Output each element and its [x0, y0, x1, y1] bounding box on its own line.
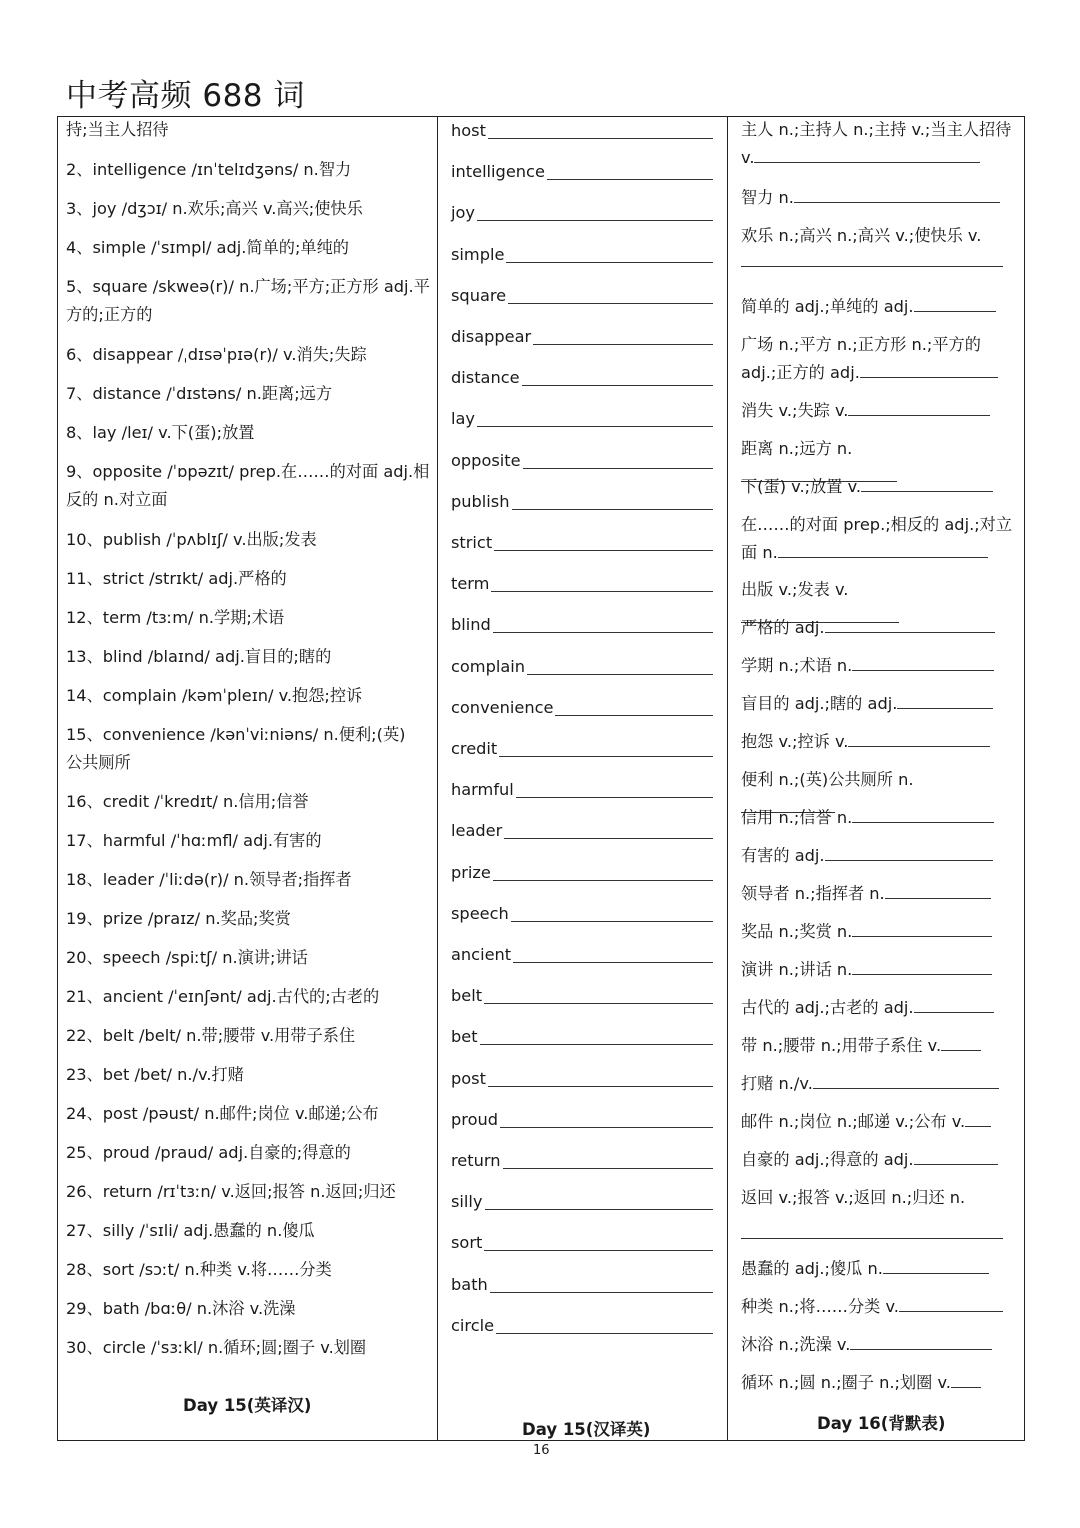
fill-in-row — [451, 734, 713, 762]
prompt-word: return — [451, 1151, 501, 1170]
answer-line[interactable] — [778, 539, 988, 558]
fill-in-row — [451, 281, 713, 309]
column-review-sheet — [727, 116, 1025, 1441]
prompt-word: proud — [451, 1109, 499, 1129]
review-prompt: 简单的 adj.;单纯的 adj. — [741, 297, 914, 316]
answer-line[interactable] — [451, 1086, 713, 1087]
answer-line[interactable] — [861, 473, 993, 492]
vocab-entry: 11、strict /strɪkt/ adj.严格的 — [66, 569, 287, 588]
review-prompt: 消失 v.;失踪 v. — [741, 401, 849, 420]
vocab-entry: 25、proud /praud/ adj.自豪的;得意的 — [66, 1143, 351, 1162]
review-item — [741, 1255, 1003, 1283]
fill-in-row — [451, 1270, 713, 1298]
vocab-entry: 4、simple /ˈsɪmpl/ adj.简单的;单纯的 — [66, 238, 349, 257]
review-prompt: 有害的 adj. — [741, 846, 825, 865]
answer-line[interactable] — [451, 220, 713, 221]
vocab-entry: 27、silly /ˈsɪli/ adj.愚蠢的 n.傻瓜 — [66, 1221, 315, 1240]
vocab-entry: 13、blind /blaɪnd/ adj.盲目的;瞎的 — [66, 647, 332, 666]
vocab-entry: 持;当主人招待 — [66, 120, 169, 139]
vocab-entry: 10、publish /ˈpʌblɪʃ/ v.出版;发表 — [66, 530, 317, 549]
page-title: 中考高频 688 词 — [66, 78, 305, 114]
review-item — [741, 652, 1003, 680]
fill-in-row — [451, 116, 713, 144]
fill-in-row — [451, 240, 713, 268]
review-item — [741, 918, 1003, 946]
review-prompt: 愚蠢的 adj.;傻瓜 n. — [741, 1259, 883, 1278]
vocab-entry: 30、circle /ˈsɜːkl/ n.循环;圆;圈子 v.划圈 — [66, 1338, 367, 1357]
review-prompt: 沐浴 n.;洗澡 v. — [741, 1335, 851, 1354]
fill-in-row — [451, 569, 713, 597]
review-item — [741, 1108, 1003, 1136]
vocab-entry: 5、square /skweə(r)/ n.广场;平方;正方形 adj.平方的;正方的 — [66, 277, 430, 324]
fill-in-row — [451, 322, 713, 350]
vocab-entry: 22、belt /belt/ n.带;腰带 v.用带子系住 — [66, 1026, 356, 1045]
vocab-entry: 19、prize /praɪz/ n.奖品;奖赏 — [66, 909, 291, 928]
answer-line[interactable] — [965, 1108, 991, 1127]
review-item — [741, 690, 1003, 718]
review-item — [741, 473, 1003, 501]
vocab-entry: 23、bet /bet/ n./v.打赌 — [66, 1065, 244, 1084]
fill-in-row — [451, 693, 713, 721]
review-prompt: 学期 n.;术语 n. — [741, 656, 853, 675]
vocab-entry: 12、term /tɜːm/ n.学期;术语 — [66, 608, 285, 627]
review-item — [741, 184, 1003, 212]
review-prompt: 下(蛋) v.;放置 v. — [741, 477, 862, 496]
prompt-word: speech — [451, 903, 509, 923]
fill-in-row — [451, 858, 713, 886]
answer-line[interactable] — [794, 184, 1000, 203]
prompt-word: silly — [451, 1192, 483, 1212]
prompt-word: convenience — [451, 697, 554, 717]
answer-line[interactable] — [852, 956, 992, 975]
prompt-word: ancient — [451, 945, 512, 964]
answer-line[interactable] — [951, 1369, 981, 1388]
review-item — [741, 222, 1003, 250]
prompt-word: term — [451, 574, 490, 594]
fill-in-row — [451, 1105, 713, 1133]
review-item — [741, 511, 1013, 567]
fill-in-row — [451, 899, 713, 927]
answer-line[interactable] — [848, 728, 990, 747]
fill-in-row — [451, 981, 713, 1009]
prompt-word: distance — [451, 368, 520, 388]
answer-line[interactable] — [451, 1044, 713, 1045]
prompt-word: host — [451, 121, 486, 140]
review-prompt: 种类 n.;将……分类 v. — [741, 1297, 899, 1316]
answer-line[interactable] — [754, 144, 980, 163]
prompt-word: intelligence — [451, 162, 545, 182]
fill-in-row — [451, 404, 713, 432]
review-prompt: 智力 n. — [741, 188, 794, 207]
review-prompt: 信用 n.;信誉 n. — [741, 808, 853, 827]
fill-in-row — [451, 1228, 713, 1256]
review-prompt: 主人 n.;主持人 n.;主持 v.;当主人招待 v. — [741, 120, 1012, 167]
prompt-word: leader — [451, 821, 503, 841]
vocab-entry: 18、leader /ˈliːdə(r)/ n.领导者;指挥者 — [66, 870, 352, 889]
answer-line[interactable] — [741, 1238, 1003, 1239]
answer-line[interactable] — [852, 918, 992, 937]
prompt-word: blind — [451, 615, 491, 635]
review-item — [741, 1184, 1003, 1212]
vocab-entry: 3、joy /dʒɔɪ/ n.欢乐;高兴 v.高兴;使快乐 — [66, 199, 363, 218]
review-prompt: 距离 n.;远方 n. — [741, 439, 853, 458]
answer-line[interactable] — [914, 1146, 998, 1165]
answer-line[interactable] — [451, 1250, 713, 1251]
review-item — [741, 1369, 1013, 1397]
vocab-entry: 8、lay /leɪ/ v.下(蛋);放置 — [66, 423, 255, 442]
fill-in-row — [451, 363, 713, 391]
vocab-entry: 9、opposite /ˈɒpəzɪt/ prep.在……的对面 adj.相反的 n.对立面 — [66, 462, 430, 509]
vocab-entry: 21、ancient /ˈeɪnʃənt/ adj.古代的;古老的 — [66, 987, 380, 1006]
prompt-word: simple — [451, 244, 505, 264]
review-item — [741, 116, 1013, 172]
vocab-entry: 24、post /pəust/ n.邮件;岗位 v.邮递;公布 — [66, 1104, 379, 1123]
vocab-entry: 6、disappear /ˌdɪsəˈpɪə(r)/ v.消失;失踪 — [66, 345, 367, 364]
vocab-entry: 20、speech /spiːtʃ/ n.演讲;讲话 — [66, 948, 308, 967]
day-label: Day 16(背默表) — [817, 1414, 946, 1433]
review-prompt: 自豪的 adj.;得意的 adj. — [741, 1150, 914, 1169]
fill-in-row — [451, 775, 713, 803]
review-prompt: 严格的 adj. — [741, 618, 825, 637]
fill-in-row — [451, 1311, 713, 1339]
prompt-word: joy — [451, 203, 475, 223]
fill-in-row — [451, 1022, 713, 1050]
review-prompt: 便利 n.;(英)公共厕所 n. — [741, 770, 914, 789]
vocab-entry: 7、distance /ˈdɪstəns/ n.距离;远方 — [66, 384, 333, 403]
prompt-word: sort — [451, 1233, 483, 1253]
review-prompt: 盲目的 adj.;瞎的 adj. — [741, 694, 898, 713]
review-item — [741, 880, 1003, 908]
vocab-entry: 28、sort /sɔːt/ n.种类 v.将……分类 — [66, 1260, 332, 1279]
review-item — [741, 1331, 1003, 1359]
fill-in-row — [451, 1146, 713, 1174]
review-item — [741, 397, 1003, 425]
answer-line[interactable] — [848, 397, 990, 416]
answer-line[interactable] — [941, 1032, 981, 1051]
prompt-word: bet — [451, 1027, 478, 1047]
prompt-word: circle — [451, 1315, 495, 1335]
vocab-entry: 29、bath /bɑːθ/ n.沐浴 v.洗澡 — [66, 1299, 296, 1318]
answer-line[interactable] — [860, 359, 998, 378]
column-english-to-chinese — [57, 116, 437, 1441]
prompt-word: harmful — [451, 780, 514, 800]
prompt-word: prize — [451, 862, 491, 882]
review-prompt: 循环 n.;圆 n.;圈子 n.;划圈 v. — [741, 1373, 951, 1392]
review-item — [741, 331, 1013, 387]
answer-line[interactable] — [451, 1003, 713, 1004]
fill-in-row — [451, 487, 713, 515]
prompt-word: belt — [451, 986, 483, 1006]
day-label: Day 15(英译汉) — [183, 1396, 312, 1415]
day-label: Day 15(汉译英) — [522, 1420, 651, 1439]
vocab-entry: 16、credit /ˈkredɪt/ n.信用;信誉 — [66, 792, 309, 811]
vocab-entry: 17、harmful /ˈhɑːmfl/ adj.有害的 — [66, 831, 322, 850]
vocab-entry: 2、intelligence /ɪnˈtelɪdʒəns/ n.智力 — [66, 160, 352, 179]
prompt-word: publish — [451, 491, 510, 511]
vocab-entry: 15、convenience /kənˈviːniəns/ n.便利;(英)公共厕所 — [66, 725, 406, 772]
prompt-word: bath — [451, 1274, 488, 1294]
review-prompt: 抱怨 v.;控诉 v. — [741, 732, 849, 751]
review-item — [741, 1293, 1003, 1321]
prompt-word: complain — [451, 656, 526, 676]
answer-line[interactable] — [825, 614, 995, 633]
review-item — [741, 1070, 1003, 1098]
review-prompt: 欢乐 n.;高兴 n.;高兴 v.;使快乐 v. — [741, 226, 982, 245]
review-item — [741, 728, 1003, 756]
answer-line[interactable] — [451, 138, 713, 139]
fill-in-row — [451, 528, 713, 556]
answer-line[interactable] — [852, 804, 994, 823]
fill-in-row — [451, 446, 713, 474]
fill-in-row — [451, 1064, 713, 1092]
review-item — [741, 293, 1013, 321]
review-prompt: 带 n.;腰带 n.;用带子系住 v. — [741, 1036, 942, 1055]
review-item — [741, 614, 1003, 642]
fill-in-row — [451, 1187, 713, 1215]
answer-line[interactable] — [852, 652, 994, 671]
answer-line[interactable] — [825, 842, 993, 861]
review-item — [741, 1146, 1003, 1174]
prompt-word: opposite — [451, 450, 521, 470]
review-prompt: 奖品 n.;奖赏 n. — [741, 922, 853, 941]
answer-line[interactable] — [883, 1255, 989, 1274]
fill-in-row — [451, 940, 713, 968]
fill-in-row — [451, 198, 713, 226]
prompt-word: strict — [451, 533, 493, 552]
answer-line[interactable] — [741, 266, 1003, 267]
answer-line[interactable] — [451, 1292, 713, 1293]
fill-in-row — [451, 157, 713, 185]
review-prompt: 在……的对面 prep.;相反的 adj.;对立面 n. — [741, 515, 1013, 562]
prompt-word: lay — [451, 409, 475, 429]
answer-line[interactable] — [899, 1293, 1003, 1312]
prompt-word: post — [451, 1068, 486, 1088]
vocab-entry: 26、return /rɪˈtɜːn/ v.返回;报答 n.返回;归还 — [66, 1182, 396, 1201]
review-item — [741, 994, 1003, 1022]
review-prompt: 打赌 n./v. — [741, 1074, 813, 1093]
review-item — [741, 956, 1003, 984]
review-item — [741, 804, 1003, 832]
answer-line[interactable] — [850, 1331, 992, 1350]
answer-line[interactable] — [914, 994, 994, 1013]
answer-line[interactable] — [897, 690, 993, 709]
page-number: 16 — [533, 1443, 550, 1458]
vocab-entry: 14、complain /kəmˈpleɪn/ v.抱怨;控诉 — [66, 686, 363, 705]
prompt-word: square — [451, 285, 507, 305]
fill-in-row — [451, 610, 713, 638]
review-prompt: 演讲 n.;讲话 n. — [741, 960, 853, 979]
prompt-word: disappear — [451, 327, 532, 346]
answer-line[interactable] — [451, 426, 713, 427]
answer-line[interactable] — [451, 1209, 713, 1210]
prompt-word: credit — [451, 739, 498, 758]
review-prompt: 古代的 adj.;古老的 adj. — [741, 998, 914, 1017]
review-item — [741, 1032, 1003, 1060]
review-prompt: 返回 v.;报答 v.;返回 n.;归还 n. — [741, 1188, 966, 1207]
column-chinese-to-english — [437, 116, 727, 1441]
review-prompt: 出版 v.;发表 v. — [741, 580, 849, 599]
answer-line[interactable] — [885, 880, 991, 899]
fill-in-row — [451, 816, 713, 844]
review-prompt: 广场 n.;平方 n.;正方形 n.;平方的 adj.;正方的 adj. — [741, 335, 981, 382]
answer-line[interactable] — [813, 1070, 999, 1089]
review-item — [741, 842, 1003, 870]
fill-in-row — [451, 652, 713, 680]
review-prompt: 邮件 n.;岗位 n.;邮递 v.;公布 v. — [741, 1112, 966, 1131]
review-prompt: 领导者 n.;指挥者 n. — [741, 884, 885, 903]
answer-line[interactable] — [914, 293, 996, 312]
